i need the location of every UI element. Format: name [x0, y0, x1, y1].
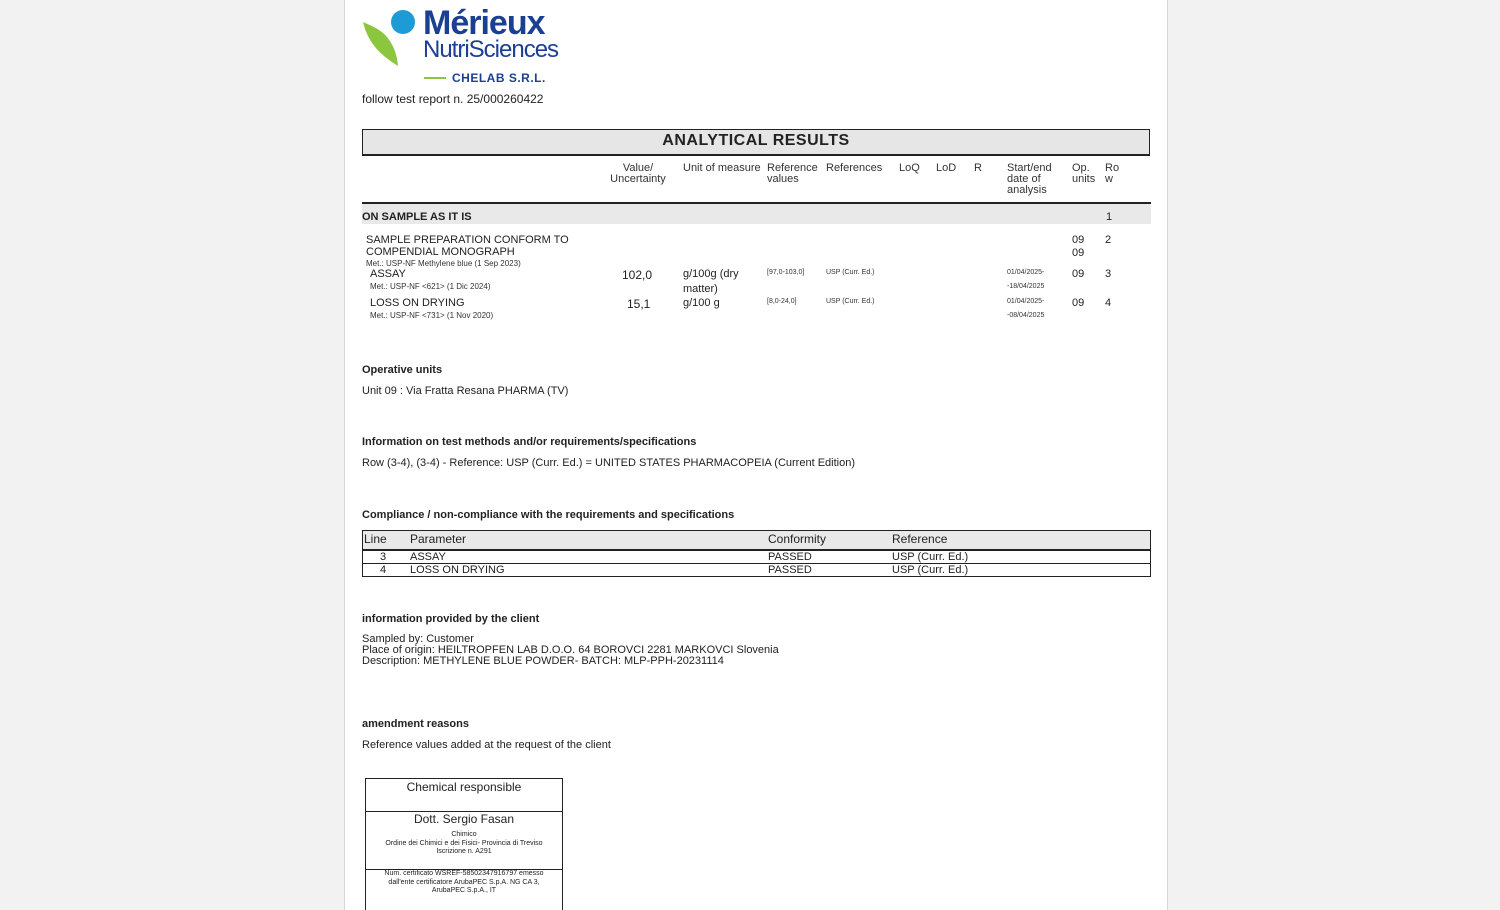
- operative-units-text: Unit 09 : Via Fratta Resana PHARMA (TV): [362, 385, 569, 397]
- col-value-line1: Value/: [622, 162, 654, 174]
- compliance-reference: USP (Curr. Ed.): [892, 564, 969, 576]
- compliance-line: 3: [380, 551, 387, 563]
- row-date-start: 01/04/2025-: [1007, 269, 1045, 276]
- row-method: Met.: USP-NF <731> (1 Nov 2020): [370, 311, 494, 320]
- col-op-units-line2: units: [1072, 173, 1096, 185]
- test-methods-text: Row (3-4), (3-4) - Reference: USP (Curr. Ed.) = UNITED STATES PHARMACOPEIA (Current Edition): [362, 457, 855, 469]
- compliance-header-conformity: Conformity: [768, 532, 827, 546]
- row-name: LOSS ON DRYING: [370, 297, 465, 309]
- row-reference-values: [97,0-103,0]: [767, 269, 805, 276]
- signature-cert-line3: ArubaPEC S.p.A., IT: [431, 887, 497, 894]
- col-r: R: [974, 162, 982, 174]
- col-unit: Unit of measure: [683, 162, 761, 174]
- col-dates-line1: Start/end: [1007, 162, 1052, 174]
- operative-units-title: Operative units: [362, 364, 443, 376]
- col-dates-line2: date of: [1007, 173, 1041, 185]
- row-references: USP (Curr. Ed.): [826, 298, 875, 305]
- row-unit-line1: g/100 g: [683, 297, 720, 309]
- signature-role: Chemical responsible: [406, 780, 522, 794]
- logo-mark-icon: [361, 8, 417, 70]
- col-dates-line3: analysis: [1007, 184, 1047, 196]
- col-row-line1: Ro: [1105, 162, 1120, 174]
- logo-company: CHELAB S.R.L.: [452, 71, 546, 85]
- compliance-header-reference: Reference: [892, 532, 948, 546]
- row-method: Met.: USP-NF <621> (1 Dic 2024): [370, 282, 491, 291]
- logo-subtitle: NutriSciences: [423, 36, 559, 63]
- amendment-text: Reference values added at the request of the client: [362, 739, 611, 751]
- signature-title: Chimico: [451, 831, 477, 838]
- row-number: 2: [1105, 234, 1112, 246]
- document-page: [344, 0, 1168, 910]
- compliance-line: 4: [380, 564, 387, 576]
- col-reference-values: [767, 163, 818, 185]
- signature-box: [365, 778, 563, 910]
- row-unit-line2: matter): [683, 283, 718, 295]
- report-reference: follow test report n. 25/000260422: [362, 92, 544, 106]
- row-value: 15,1: [627, 297, 651, 311]
- table-row: [363, 551, 1150, 564]
- row-reference-values: [8,0-24,0]: [767, 298, 797, 305]
- row-value: 102,0: [622, 268, 653, 282]
- col-value: [610, 163, 666, 185]
- row-name-line2: COMPENDIAL MONOGRAPH: [366, 246, 515, 258]
- client-origin: Place of origin: HEILTROPFEN LAB D.O.O. 64 BOROVCI 2281 MARKOVCI Slovenia: [362, 644, 779, 656]
- row-op-unit: 09: [1072, 297, 1085, 309]
- compliance-header-line: Line: [364, 532, 387, 546]
- row-date-start: 01/04/2025-: [1007, 298, 1045, 305]
- section-label: ON SAMPLE AS IT IS: [362, 211, 472, 223]
- signature-registration: Iscrizione n. A291: [436, 848, 492, 855]
- row-op-unit-2: 09: [1072, 247, 1085, 259]
- col-op-units-line1: Op.: [1072, 162, 1090, 174]
- compliance-conformity: PASSED: [768, 551, 812, 563]
- logo-divider: [424, 77, 446, 79]
- row-number: 4: [1105, 297, 1112, 309]
- row-method: Met.: USP-NF Methylene blue (1 Sep 2023): [366, 259, 521, 268]
- row-references: USP (Curr. Ed.): [826, 269, 875, 276]
- signature-order: Ordine dei Chimici e dei Fisici- Provincia di Treviso: [385, 840, 543, 847]
- amendment-title: amendment reasons: [362, 718, 469, 730]
- compliance-reference: USP (Curr. Ed.): [892, 551, 969, 563]
- row-unit-line1: g/100g (dry: [683, 268, 739, 280]
- results-title: ANALYTICAL RESULTS: [662, 132, 850, 149]
- col-references: References: [826, 162, 883, 174]
- compliance-title: Compliance / non-compliance with the requirements and specifications: [362, 509, 735, 521]
- col-reference-values-line2: values: [767, 173, 799, 185]
- client-sampled-by: Sampled by: Customer: [362, 633, 474, 645]
- row-date-end: -08/04/2025: [1007, 312, 1045, 319]
- compliance-parameter: ASSAY: [410, 551, 446, 563]
- signature-cert-line1: Num. certificato WSREF-58502347916797 emesso: [384, 870, 544, 877]
- section-band: [362, 204, 1151, 224]
- client-info-title: information provided by the client: [362, 613, 540, 625]
- compliance-header-parameter: Parameter: [410, 532, 467, 546]
- compliance-table: [362, 530, 1151, 577]
- col-loq: LoQ: [899, 162, 920, 174]
- col-row: [1105, 163, 1119, 185]
- compliance-table-header: [363, 531, 1150, 551]
- signature-name: Dott. Sergio Fasan: [413, 812, 515, 826]
- logo-name: Mérieux: [423, 4, 545, 42]
- col-op-units: [1072, 163, 1095, 185]
- compliance-conformity: PASSED: [768, 564, 812, 576]
- signature-cert-line2: dall'ente certificatore ArubaPEC S.p.A. NG CA 3,: [388, 879, 540, 886]
- row-number: 3: [1105, 268, 1112, 280]
- col-row-line2: w: [1105, 173, 1113, 185]
- row-name-line1: SAMPLE PREPARATION CONFORM TO: [366, 234, 569, 246]
- col-dates: [1007, 163, 1052, 196]
- row-date-end: -18/04/2025: [1007, 283, 1045, 290]
- col-reference-values-line1: Reference: [767, 162, 818, 174]
- row-op-unit: 09: [1072, 234, 1085, 246]
- row-op-unit: 09: [1072, 268, 1085, 280]
- col-value-line2: Uncertainty: [610, 173, 666, 185]
- section-row-number: 1: [1106, 211, 1113, 223]
- client-description: Description: METHYLENE BLUE POWDER- BATCH: MLP-PPH-20231114: [362, 655, 724, 667]
- table-row: [363, 564, 1150, 576]
- results-title-bar: [362, 129, 1150, 156]
- row-name: ASSAY: [370, 268, 406, 280]
- col-lod: LoD: [936, 162, 957, 174]
- test-methods-title: Information on test methods and/or requirements/specifications: [362, 436, 697, 448]
- compliance-parameter: LOSS ON DRYING: [410, 564, 505, 576]
